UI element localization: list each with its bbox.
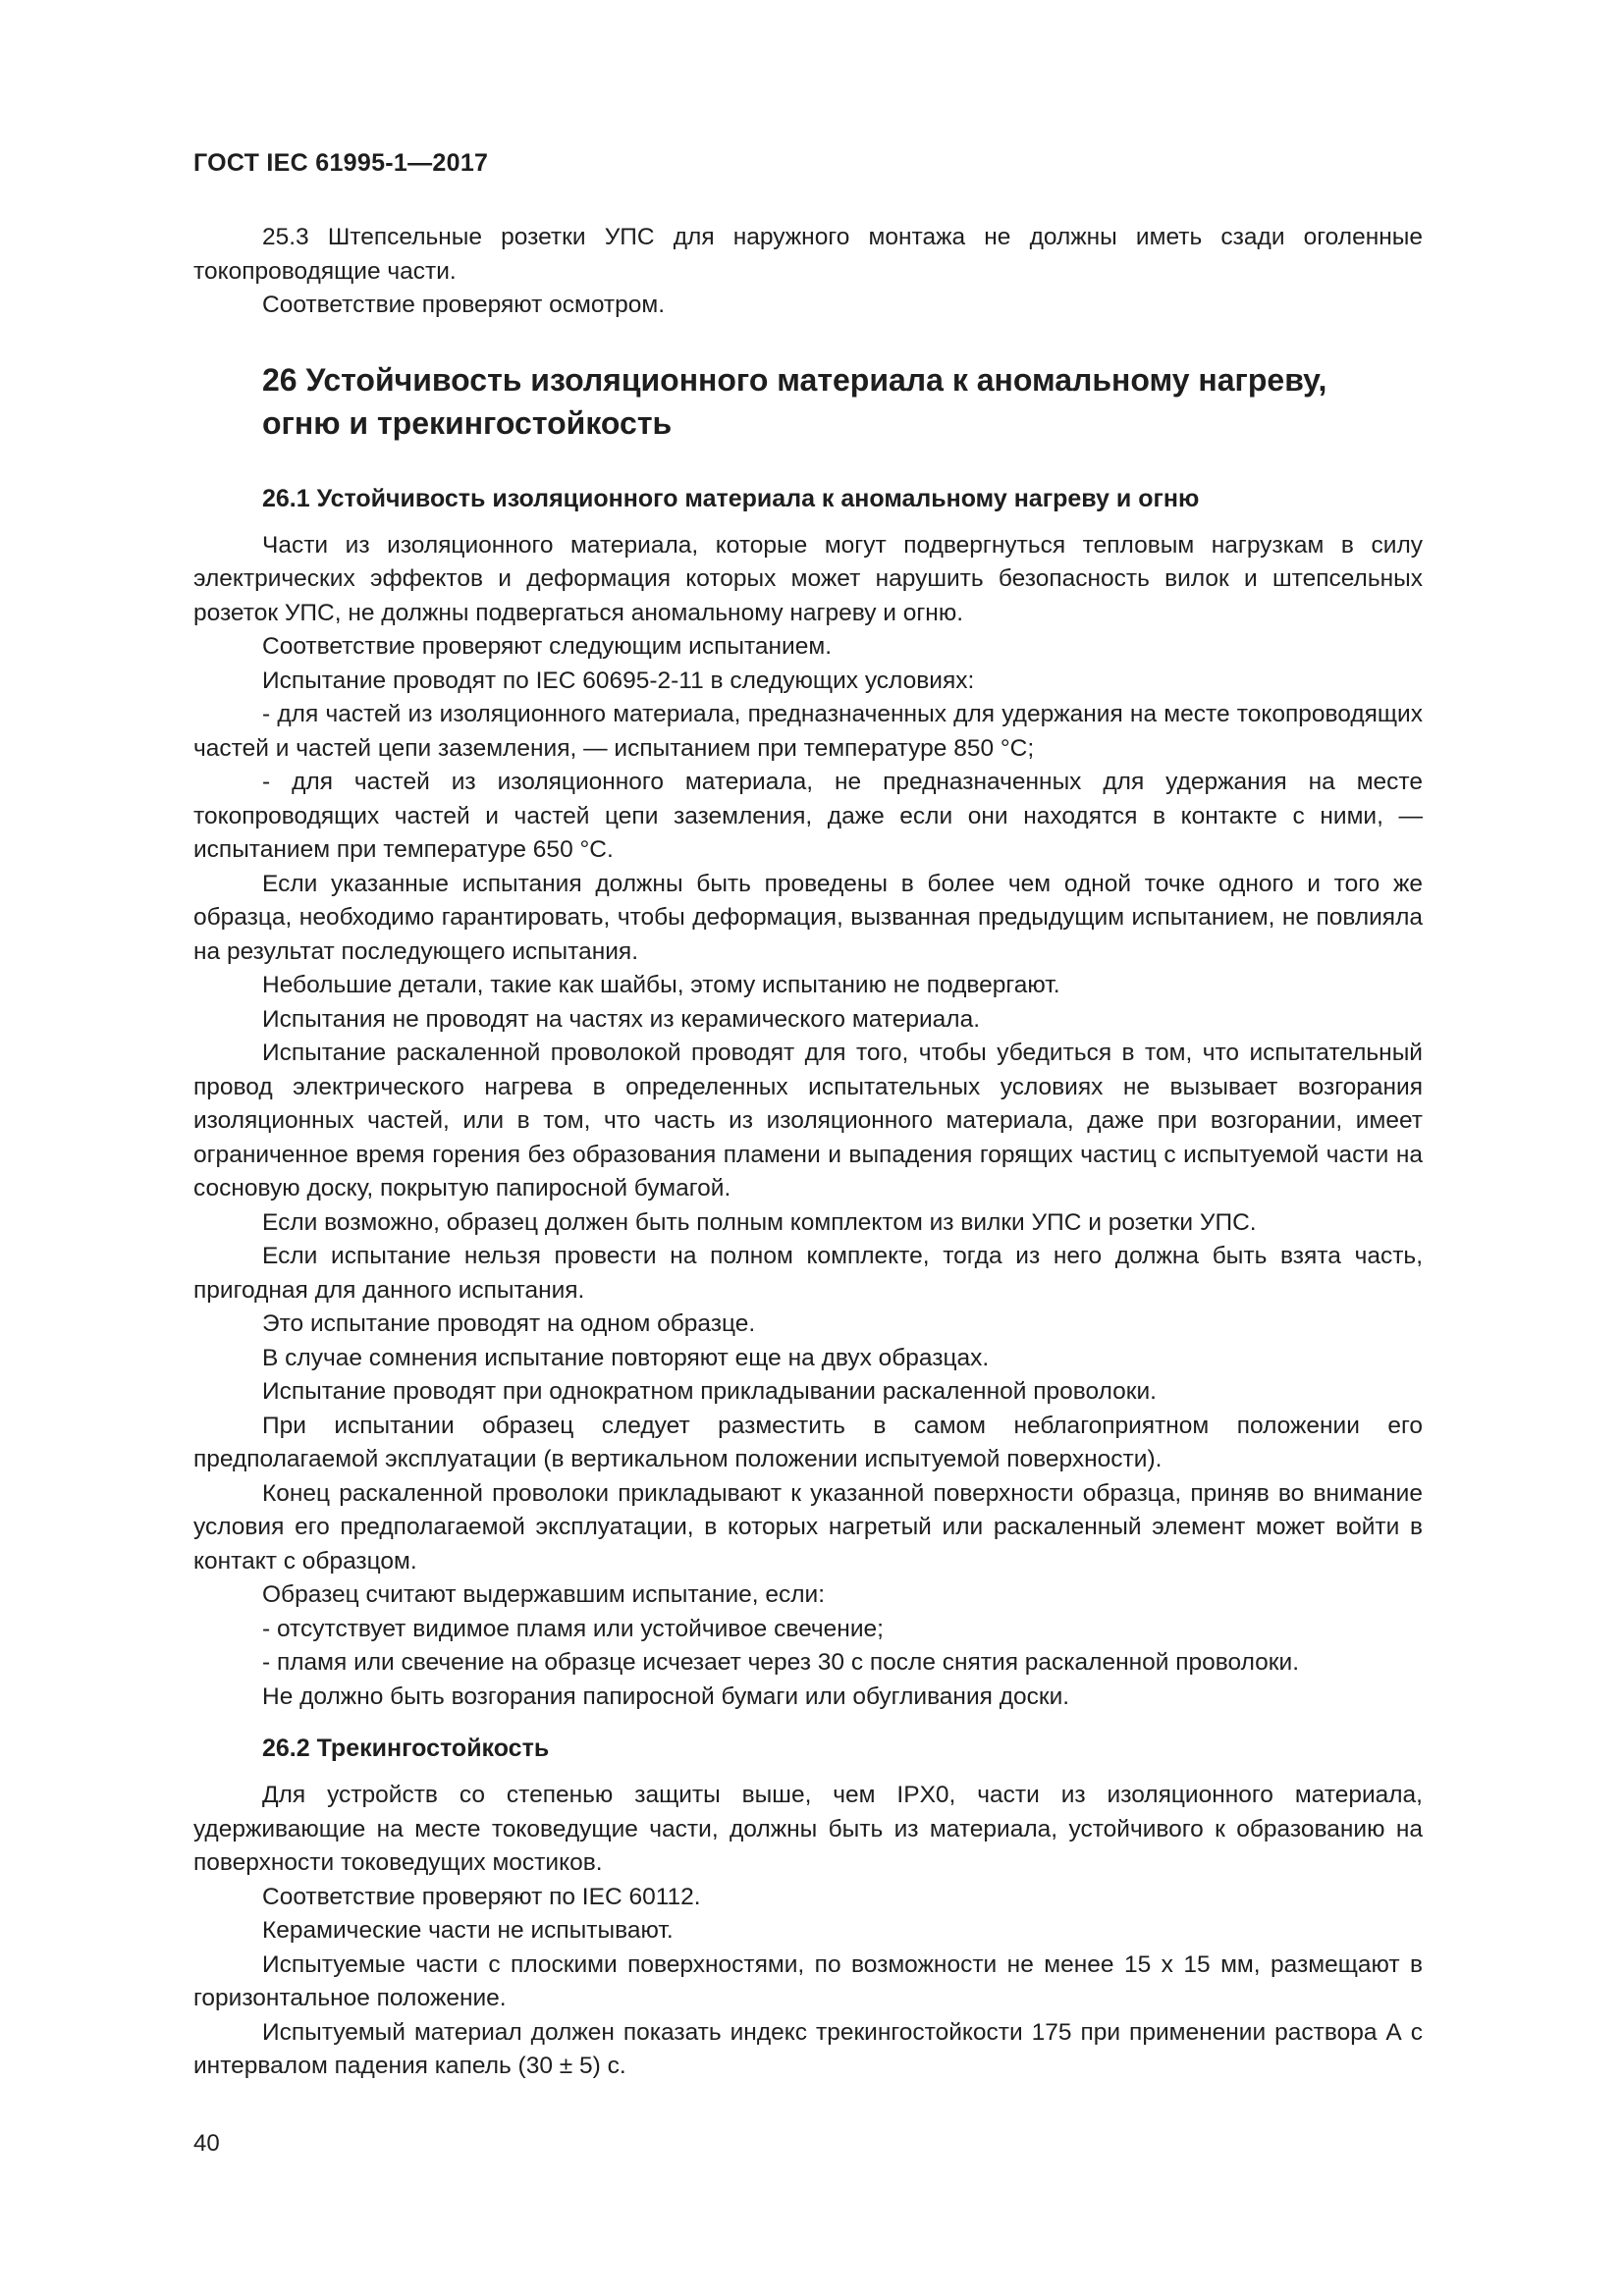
list-item: - отсутствует видимое пламя или устойчивое свечение; <box>262 1615 884 1642</box>
paragraph: Испытуемые части с плоскими поверхностями, по возможности не менее 15 х 15 мм, размещают в горизонтальное положение. <box>193 1950 1423 2011</box>
list-item: - для частей из изоляционного материала, не предназначенных для удержания на месте токопроводящих частей и частей цепи заземления, даже если они находятся в контакте с ними, — испытанием при температуре 650 °С. <box>193 769 1423 863</box>
paragraph: При испытании образец следует разместить в самом неблагоприятном положении его предполагаемой эксплуатации (в вертикальном положении испытуемой поверхности). <box>193 1412 1423 1472</box>
paragraph: Испытание раскаленной проволокой проводят для того, чтобы убедиться в том, что испытательный провод электрического нагрева в определенных испытательных условиях не вызывает возгорания изоляционных частей, или в том, что часть из изоляционного материала, даже при возгорании, имеет ограниченное время горения без образования пламени и выпадения горящих частиц с испытуемой части на сосновую доску, покрытую папиросной бумагой. <box>193 1040 1423 1201</box>
document-header: ГОСТ IEC 61995-1—2017 <box>193 149 489 177</box>
subsection-heading-26-2: 26.2 Трекингостойкость <box>262 1735 550 1762</box>
page-number: 40 <box>193 2130 220 2157</box>
list-item: - для частей из изоляционного материала, предназначенных для удержания на месте токопроводящих частей и частей цепи заземления, — испытанием при температуре 850 °С; <box>193 701 1423 762</box>
paragraph-25-3: 25.3 Штепсельные розетки УПС для наружного монтажа не должны иметь сзади оголенные токопроводящие части. <box>193 224 1423 285</box>
list-item: - пламя или свечение на образце исчезает через 30 с после снятия раскаленной проволоки. <box>262 1649 1300 1676</box>
paragraph: Соответствие проверяют следующим испытанием. <box>262 633 833 660</box>
section-heading-line: 26 Устойчивость изоляционного материала к аномальному нагреву, <box>262 361 1327 398</box>
paragraph: Если указанные испытания должны быть проведены в более чем одной точке одного и того же образца, необходимо гарантировать, чтобы деформация, вызванная предыдущим испытанием, не повлияла на результат последующего испытания. <box>193 870 1423 965</box>
paragraph: Соответствие проверяют по IEC 60112. <box>262 1883 701 1910</box>
paragraph: Испытание проводят по IEC 60695-2-11 в следующих условиях: <box>262 667 975 694</box>
paragraph: Конец раскаленной проволоки прикладывают к указанной поверхности образца, приняв во внимание условия его предполагаемой эксплуатации, в которых нагретый или раскаленный элемент может войти в контакт с образцом. <box>193 1479 1423 1575</box>
paragraph: Соответствие проверяют осмотром. <box>262 292 666 318</box>
paragraph: Для устройств со степенью защиты выше, чем IPX0, части из изоляционного материала, удерживающие на месте токоведущие части, должны быть из материала, устойчивого к образованию на поверхности токоведущих мостиков. <box>193 1782 1423 1876</box>
paragraph: Не должно быть возгорания папиросной бумаги или обугливания доски. <box>262 1682 1070 1710</box>
paragraph: Если испытание нельзя провести на полном комплекте, тогда из него должна быть взята часть, пригодная для данного испытания. <box>193 1243 1423 1304</box>
page-content <box>193 221 1423 2084</box>
paragraph: В случае сомнения испытание повторяют еще на двух образцах. <box>262 1344 990 1371</box>
paragraph: Если возможно, образец должен быть полным комплектом из вилки УПС и розетки УПС. <box>262 1208 1257 1236</box>
subsection-heading-26-1: 26.1 Устойчивость изоляционного материала к аномальному нагреву и огню <box>262 484 1200 512</box>
paragraph: Образец считают выдержавшим испытание, если: <box>262 1581 826 1608</box>
paragraph: Керамические части не испытывают. <box>262 1917 674 1944</box>
section-heading-line: огню и трекингостойкость <box>262 404 673 441</box>
paragraph: Испытания не проводят на частях из керамического материала. <box>262 1005 981 1033</box>
paragraph: Испытание проводят при однократном прикладывании раскаленной проволоки. <box>262 1378 1157 1405</box>
paragraph: Это испытание проводят на одном образце. <box>262 1310 756 1337</box>
section-heading-26 <box>262 358 1423 445</box>
paragraph: Части из изоляционного материала, которые могут подвергнуться тепловым нагрузкам в силу электрических эффектов и деформация которых может нарушить безопасность вилок и штепсельных розеток УПС, не должны подвергаться аномальному нагреву и огню. <box>193 531 1423 626</box>
paragraph: Небольшие детали, такие как шайбы, этому испытанию не подвергают. <box>262 972 1060 998</box>
paragraph: Испытуемый материал должен показать индекс трекингостойкости 175 при применении раствора А с интервалом падения капель (30 ± 5) с. <box>193 2018 1423 2079</box>
